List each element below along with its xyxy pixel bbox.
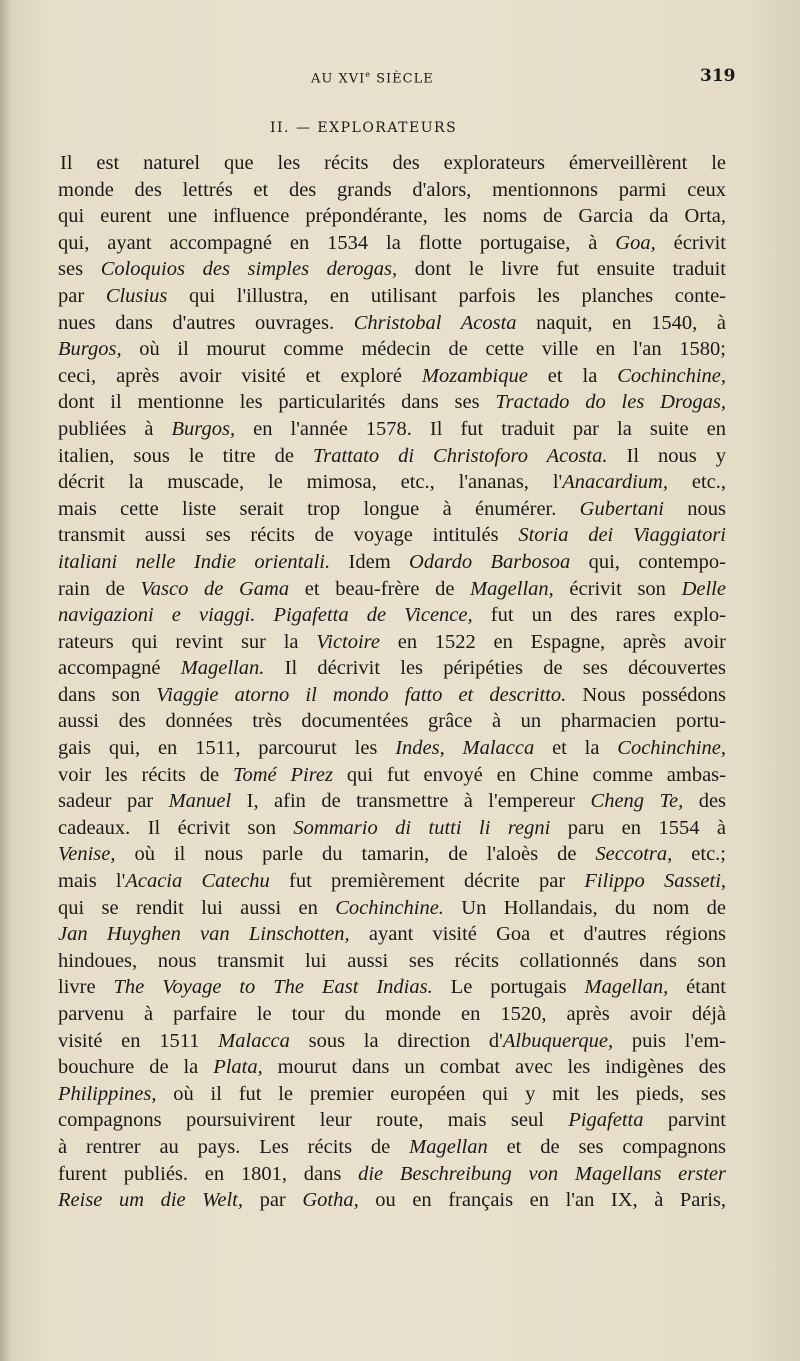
text-line bbox=[58, 389, 726, 416]
italic-segment: navigazioni e viaggi. Pigafetta de Vicence, bbox=[58, 604, 473, 627]
italic-segment: Magellan. bbox=[180, 657, 265, 680]
italic-segment: Cochinchine. bbox=[335, 896, 444, 919]
text-segment: accompagné bbox=[58, 657, 181, 680]
text-segment: qui, ayant accompagné en 1534 la flotte portugaise, à bbox=[58, 231, 616, 254]
italic-segment: die Beschreibung von Magellans erster bbox=[358, 1162, 727, 1185]
text-segment: etc.; bbox=[672, 843, 726, 866]
italic-segment: Magellan bbox=[409, 1135, 488, 1158]
text-line bbox=[58, 203, 726, 230]
text-segment: dont le livre fut ensuite traduit bbox=[397, 258, 726, 281]
text-line bbox=[58, 682, 726, 709]
text-segment: et la bbox=[527, 364, 618, 387]
text-line bbox=[58, 1134, 726, 1161]
italic-segment: Sommario di tutti li regni bbox=[293, 816, 551, 839]
text-segment: livre bbox=[58, 976, 114, 999]
text-segment: aussi des données très documentées grâce à un pharmacien portu- bbox=[58, 710, 726, 733]
text-line bbox=[58, 1028, 726, 1055]
text-segment: rain de bbox=[58, 577, 141, 600]
italic-segment: Pigafetta bbox=[568, 1109, 644, 1132]
text-segment: dont il mentionne les particularités dans ses bbox=[58, 391, 496, 414]
text-segment: ceci, après avoir visité et exploré bbox=[58, 364, 422, 387]
text-line bbox=[58, 1081, 726, 1108]
body-paragraph bbox=[58, 150, 726, 1214]
text-segment: ayant visité Goa et d'autres régions bbox=[349, 923, 726, 946]
text-segment: et de ses compagnons bbox=[487, 1135, 726, 1158]
text-line bbox=[58, 177, 726, 204]
italic-segment: Acacia Catechu bbox=[125, 870, 270, 893]
text-segment: nous bbox=[663, 497, 726, 520]
italic-segment: Victoire bbox=[316, 630, 381, 653]
text-line bbox=[58, 948, 726, 975]
italic-segment: Goa, bbox=[615, 231, 656, 254]
italic-segment: Mozambique bbox=[421, 364, 528, 387]
italic-segment: Jan Huyghen van Linschotten, bbox=[58, 923, 350, 946]
text-segment: écrivit bbox=[655, 231, 726, 254]
text-segment: mais cette liste serait trop longue à énumérer. bbox=[58, 497, 580, 520]
italic-segment: Vasco de Gama bbox=[140, 577, 290, 600]
text-segment: Un Hollandais, du nom de bbox=[443, 896, 726, 919]
text-segment: parvint bbox=[643, 1109, 726, 1132]
text-segment: où il nous parle du tamarin, de l'aloès de bbox=[115, 843, 596, 866]
text-line bbox=[58, 788, 726, 815]
italic-segment: Filippo Sasseti, bbox=[584, 870, 727, 893]
text-segment: paru en 1554 à bbox=[550, 816, 726, 839]
text-segment: voir les récits de bbox=[58, 763, 233, 786]
text-segment: ou en français en l'an IX, à Paris, bbox=[358, 1189, 726, 1212]
italic-segment: Manuel bbox=[168, 790, 232, 813]
italic-segment: Gotha, bbox=[302, 1189, 359, 1212]
italic-segment: Trattato di Christoforo Acosta. bbox=[312, 444, 608, 467]
text-line bbox=[58, 230, 726, 257]
text-line bbox=[58, 868, 726, 895]
text-segment: où il mourut comme médecin de cette ville en l'an 1580; bbox=[121, 338, 726, 361]
text-segment: publiées à bbox=[58, 417, 172, 440]
italic-segment: Venise, bbox=[58, 843, 116, 866]
running-head bbox=[311, 70, 434, 86]
text-line bbox=[58, 336, 726, 363]
text-segment: nues dans d'autres ouvrages. bbox=[58, 311, 354, 334]
text-segment: des bbox=[683, 790, 727, 813]
text-line bbox=[58, 708, 726, 735]
text-line bbox=[58, 974, 726, 1001]
italic-segment: Malacca bbox=[218, 1029, 290, 1052]
page-edge-shadow bbox=[0, 0, 10, 1361]
text-segment: où il fut le premier européen qui y mit les pieds, ses bbox=[156, 1082, 726, 1105]
text-segment: mais l' bbox=[58, 870, 126, 893]
text-segment: Nous possédons bbox=[566, 683, 726, 706]
text-line bbox=[58, 629, 726, 656]
text-segment: Il est naturel que les récits des explorateurs émerveillèrent le bbox=[60, 152, 726, 174]
text-segment: naquit, en 1540, à bbox=[516, 311, 727, 334]
text-segment: rateurs qui revint sur la bbox=[58, 630, 317, 653]
text-segment: en l'année 1578. Il fut traduit par la suite en bbox=[235, 417, 726, 440]
text-segment: puis l'em- bbox=[613, 1029, 726, 1052]
italic-segment: Odardo Barbosoa bbox=[409, 550, 571, 573]
text-segment: et la bbox=[534, 737, 618, 760]
italic-segment: Plata, bbox=[213, 1056, 263, 1079]
text-line bbox=[58, 921, 726, 948]
italic-segment: Seccotra, bbox=[595, 843, 673, 866]
italic-segment: Storia dei Viaggiatori bbox=[518, 524, 726, 547]
text-segment: décrit la muscade, le mimosa, etc., l'ananas, l' bbox=[58, 471, 563, 494]
italic-segment: Burgos, bbox=[58, 338, 122, 361]
text-segment: fut premièrement décrite par bbox=[269, 870, 585, 893]
text-line bbox=[58, 549, 726, 576]
text-line bbox=[58, 496, 726, 523]
section-title: II. — EXPLORATEURS bbox=[270, 120, 458, 136]
text-line bbox=[58, 576, 726, 603]
italic-segment: italiani nelle Indie orientali. bbox=[58, 550, 331, 573]
running-head-prefix: AU XVI bbox=[311, 71, 366, 87]
text-line bbox=[58, 1054, 726, 1081]
text-segment: en 1522 en Espagne, après avoir bbox=[380, 630, 726, 653]
text-segment: étant bbox=[668, 976, 726, 999]
italic-segment: Delle bbox=[681, 577, 726, 600]
text-segment: fut un des rares explo- bbox=[472, 604, 726, 627]
text-segment: Le portugais bbox=[432, 976, 585, 999]
text-line bbox=[58, 602, 726, 629]
italic-segment: Albuquerque, bbox=[502, 1029, 614, 1052]
text-line bbox=[58, 469, 726, 496]
text-segment: I, afin de transmettre à l'empereur bbox=[231, 790, 591, 813]
text-segment: par bbox=[58, 284, 106, 307]
italic-segment: Viaggie atorno il mondo fatto et descritto. bbox=[156, 683, 567, 706]
italic-segment: Cheng Te, bbox=[590, 790, 684, 813]
text-segment: furent publiés. en 1801, dans bbox=[58, 1162, 359, 1185]
text-line bbox=[58, 1001, 726, 1028]
text-segment: monde des lettrés et des grands d'alors, mentionnons parmi ceux bbox=[58, 178, 726, 201]
text-segment: mourut dans un combat avec les indigènes des bbox=[262, 1056, 726, 1079]
text-line bbox=[58, 735, 726, 762]
italic-segment: Burgos, bbox=[171, 417, 236, 440]
text-line bbox=[58, 416, 726, 443]
text-line bbox=[58, 762, 726, 789]
text-segment: Il nous y bbox=[607, 444, 727, 467]
text-line bbox=[58, 150, 726, 177]
text-segment: Il décrivit les péripéties de ses découvertes bbox=[264, 657, 726, 680]
italic-segment: Tomé Pirez bbox=[232, 763, 333, 786]
running-head-suffix: SIÈCLE bbox=[371, 71, 434, 87]
text-segment: transmit aussi ses récits de voyage intitulés bbox=[58, 524, 519, 547]
text-segment: italien, sous le titre de bbox=[58, 444, 313, 467]
italic-segment: Christobal Acosta bbox=[353, 311, 517, 334]
text-segment: qui eurent une influence prépondérante, les noms de Garcia da Orta, bbox=[58, 205, 726, 228]
italic-segment: Philippines, bbox=[58, 1082, 157, 1105]
text-segment: qui se rendit lui aussi en bbox=[58, 896, 336, 919]
text-segment: qui fut envoyé en Chine comme ambas- bbox=[333, 763, 726, 786]
text-segment: gais qui, en 1511, parcourut les bbox=[58, 737, 396, 760]
text-line bbox=[58, 1187, 726, 1214]
text-segment: compagnons poursuivirent leur route, mais seul bbox=[58, 1109, 569, 1132]
italic-segment: Gubertani bbox=[579, 497, 664, 520]
text-segment: hindoues, nous transmit lui aussi ses récits collationnés dans son bbox=[58, 949, 726, 972]
italic-segment: Cochinchine, bbox=[617, 364, 726, 387]
italic-segment: The Voyage to The East Indias. bbox=[113, 976, 433, 999]
italic-segment: Reise um die Welt, bbox=[58, 1189, 243, 1212]
italic-segment: Anacardium, bbox=[562, 471, 668, 494]
italic-segment: Indes, Malacca bbox=[395, 737, 535, 760]
text-line bbox=[58, 815, 726, 842]
italic-segment: Magellan, bbox=[470, 577, 554, 600]
text-segment: Idem bbox=[330, 550, 410, 573]
page-number: 319 bbox=[700, 66, 736, 86]
text-segment: bouchure de la bbox=[58, 1056, 214, 1079]
italic-segment: Tractado do les Drogas, bbox=[495, 391, 726, 414]
text-segment: dans son bbox=[58, 683, 157, 706]
text-segment: etc., bbox=[667, 471, 726, 494]
text-line bbox=[58, 283, 726, 310]
running-head-superscript: e bbox=[365, 70, 371, 79]
text-segment: sadeur par bbox=[58, 790, 169, 813]
text-segment: et beau-frère de bbox=[289, 577, 471, 600]
text-segment: cadeaux. Il écrivit son bbox=[58, 816, 294, 839]
text-segment: visité en 1511 bbox=[58, 1029, 219, 1052]
text-segment: qui, contempo- bbox=[570, 550, 726, 573]
text-line bbox=[58, 895, 726, 922]
italic-segment: Magellan, bbox=[584, 976, 669, 999]
text-line bbox=[58, 363, 726, 390]
text-line bbox=[58, 256, 726, 283]
italic-segment: Coloquios des simples derogas, bbox=[100, 258, 398, 281]
text-segment: qui l'illustra, en utilisant parfois les planches conte- bbox=[167, 284, 727, 307]
text-segment: sous la direction d' bbox=[289, 1029, 503, 1052]
text-line bbox=[58, 1161, 726, 1188]
text-line bbox=[58, 443, 726, 470]
text-segment: parvenu à parfaire le tour du monde en 1520, après avoir déjà bbox=[58, 1003, 726, 1025]
text-segment: écrivit son bbox=[553, 577, 682, 600]
text-segment: ses bbox=[58, 258, 101, 281]
text-line bbox=[58, 310, 726, 337]
italic-segment: Cochinchine, bbox=[617, 737, 727, 760]
text-segment: à rentrer au pays. Les récits de bbox=[58, 1135, 410, 1158]
italic-segment: Clusius bbox=[105, 284, 168, 307]
text-line bbox=[58, 1107, 726, 1134]
text-line bbox=[58, 655, 726, 682]
text-line bbox=[58, 841, 726, 868]
text-segment: par bbox=[243, 1189, 303, 1212]
text-line bbox=[58, 522, 726, 549]
